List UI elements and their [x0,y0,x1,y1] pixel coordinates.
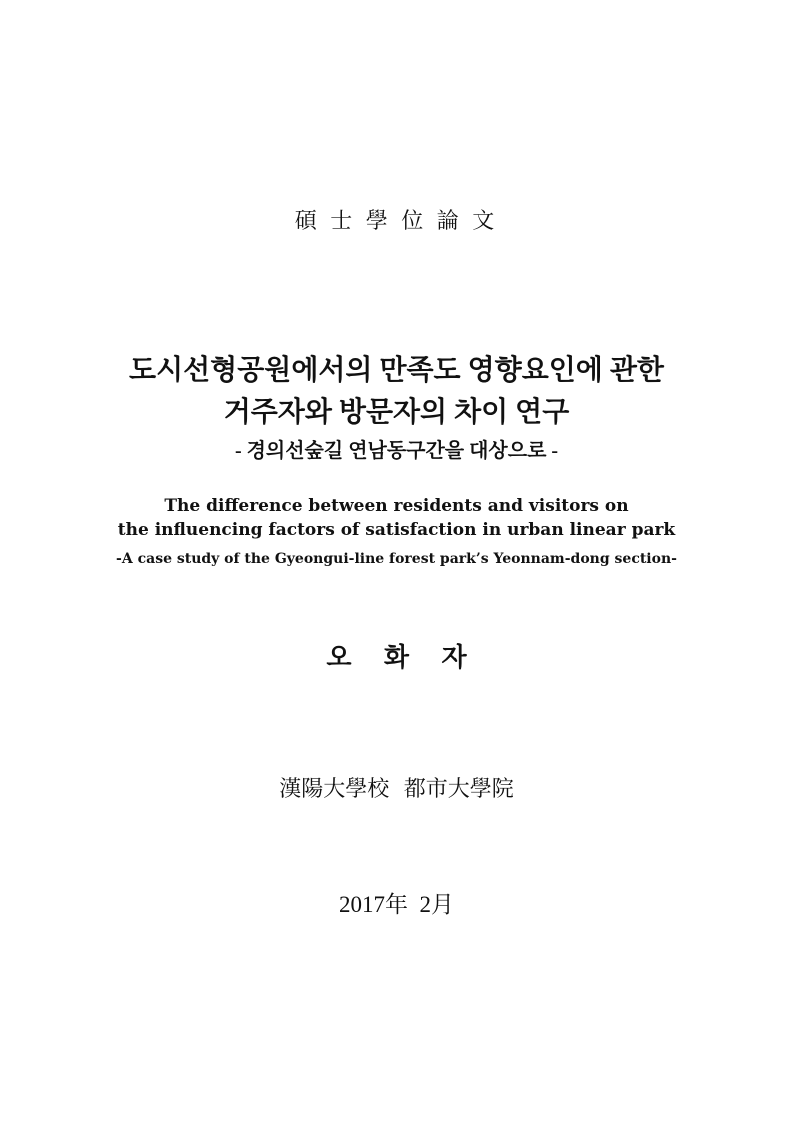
main-title-korean [0,350,793,434]
publication-date: 2017年 2月 [339,892,454,917]
subtitle-english: -A case study of the Gyeongui-line forest park’s Yeonnam-dong section- [116,551,677,567]
main-title-korean-line2: 거주자와 방문자의 차이 연구 [223,397,570,428]
main-title-english [0,494,793,571]
main-title-english-line2: the influencing factors of satisfaction in urban linear park [117,520,676,540]
subtitle-korean: - 경의선숲길 연남동구간을 대상으로 - [234,440,559,462]
main-title-english-line1: The difference between residents and visitors on [164,496,629,516]
university-name: 漢陽大學校 都市大學院 [279,776,514,801]
thesis-type-label: 碩 士 學 位 論 文 [294,208,499,233]
author-name: 오 화 자 [326,643,467,672]
main-title-korean-line1: 도시선형공원에서의 만족도 영향요인에 관한 [129,355,664,386]
